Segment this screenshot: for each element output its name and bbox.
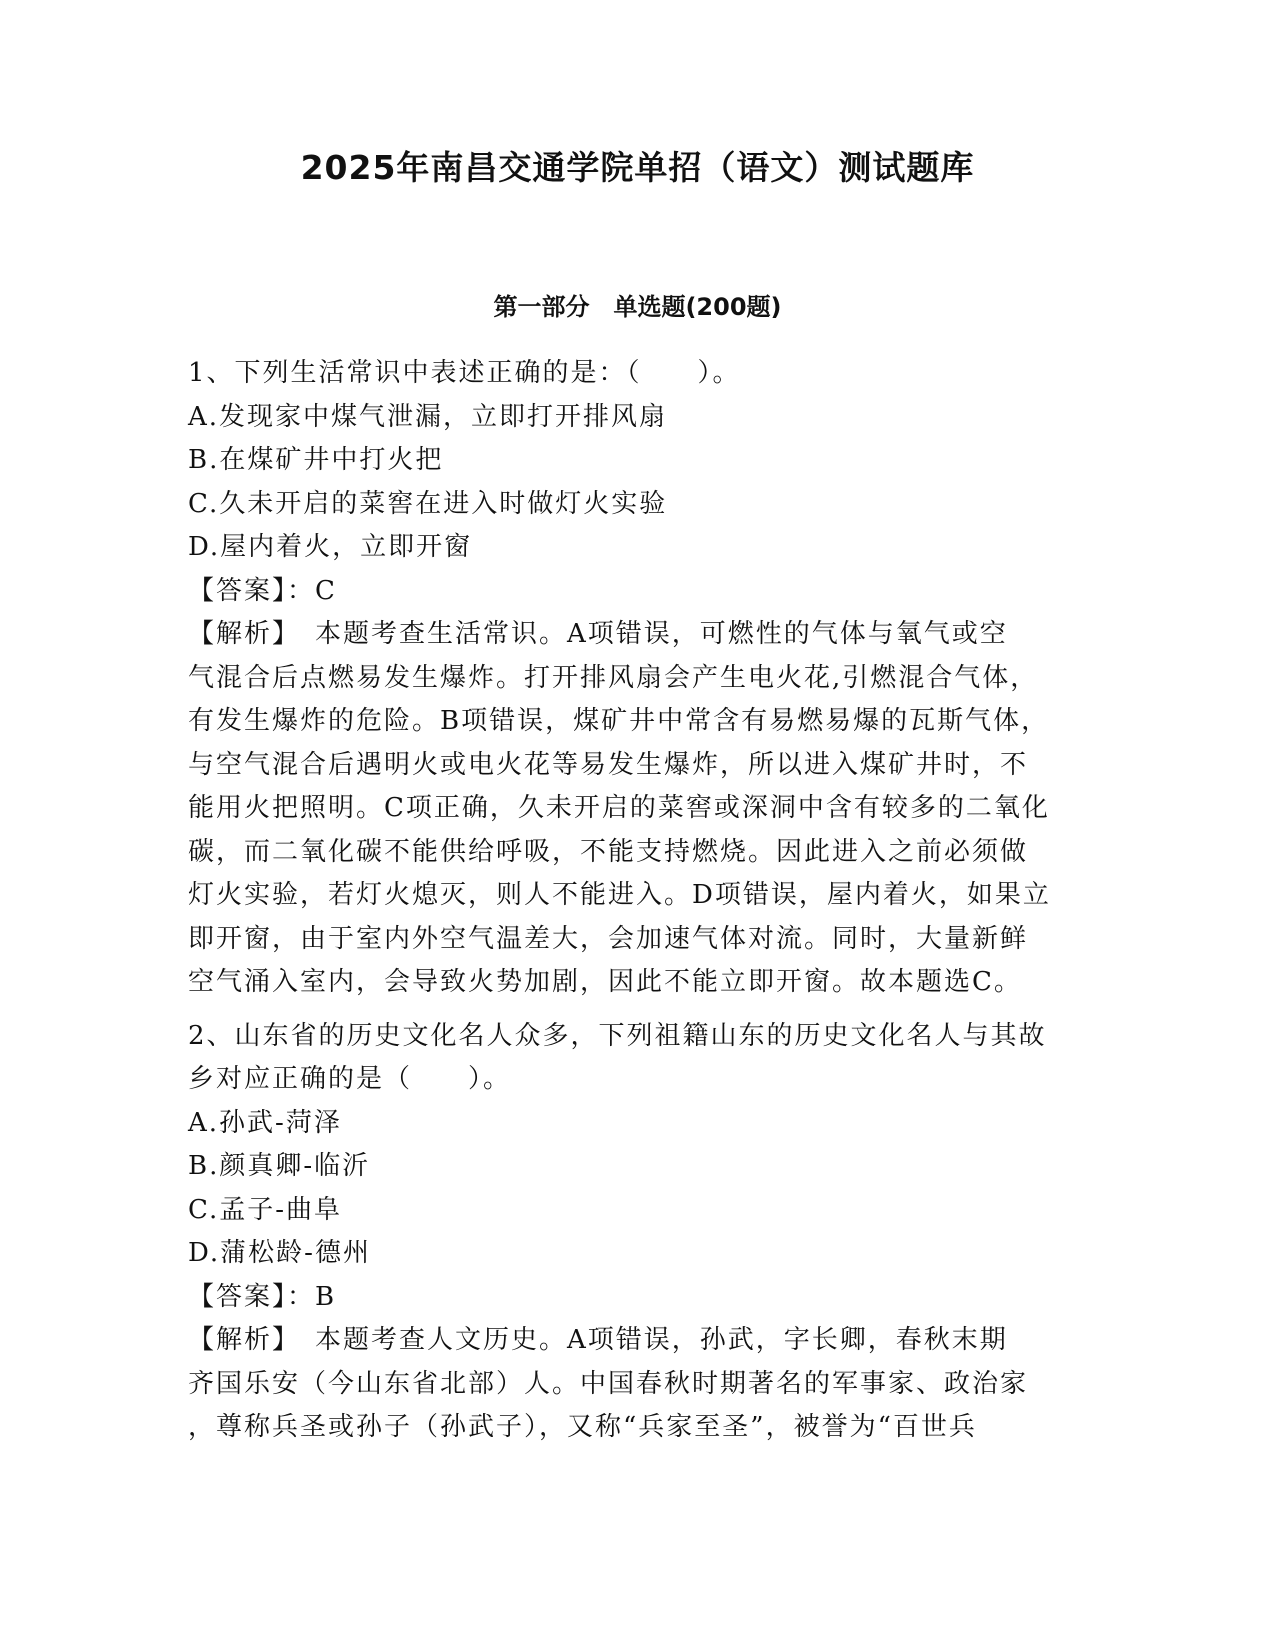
option-a: A.发现家中煤气泄漏，立即打开排风扇 <box>188 401 668 432</box>
analysis-line: ，尊称兵圣或孙子（孙武子），又称“兵家至圣”，被誉为“百世兵 <box>188 1412 977 1442</box>
answer-line: 【答案】：C <box>188 575 337 606</box>
question-1 <box>188 352 1088 1005</box>
answer-line: 【答案】：B <box>188 1281 337 1312</box>
question-stem: 1、下列生活常识中表述正确的是：（ ）。 <box>188 358 741 388</box>
analysis-line: 有发生爆炸的危险。B项错误，煤矿井中常含有易燃易爆的瓦斯气体， <box>188 706 1050 736</box>
option-d: D.蒲松龄-德州 <box>188 1238 371 1268</box>
analysis-line: 气混合后点燃易发生爆炸。打开排风扇会产生电火花,引燃混合气体， <box>188 662 1039 693</box>
question-stem: 乡对应正确的是（ ）。 <box>188 1064 512 1094</box>
analysis-line: 灯火实验，若灯火熄灭，则人不能进入。D项错误，屋内着火，如果立 <box>188 880 1051 910</box>
document-body <box>188 352 1088 1450</box>
option-d: D.屋内着火，立即开窗 <box>188 532 473 562</box>
option-a: A.孙武-菏泽 <box>188 1107 342 1138</box>
analysis-line: 与空气混合后遇明火或电火花等易发生爆炸，所以进入煤矿井时，不 <box>188 749 1029 780</box>
question-2 <box>188 1015 1088 1450</box>
analysis-line: 齐国乐安（今山东省北部）人。中国春秋时期著名的军事家、政治家 <box>188 1368 1029 1399</box>
question-stem: 2、山东省的历史文化名人众多，下列祖籍山东的历史文化名人与其故 <box>188 1020 1047 1051</box>
analysis-line: 空气涌入室内，会导致火势加剧，因此不能立即开窗。故本题选C。 <box>188 967 1022 997</box>
option-b: B.在煤矿井中打火把 <box>188 445 444 475</box>
option-c: C.久未开启的菜窖在进入时做灯火实验 <box>188 488 668 519</box>
analysis-line: 碳，而二氧化碳不能供给呼吸，不能支持燃烧。因此进入之前必须做 <box>188 836 1029 867</box>
section-title: 第一部分 单选题(200题) <box>493 293 782 321</box>
option-b: B.颜真卿-临沂 <box>188 1151 371 1181</box>
analysis-line: 【解析】 本题考查人文历史。A项错误，孙武，字长卿，春秋末期 <box>188 1325 1008 1355</box>
option-c: C.孟子-曲阜 <box>188 1194 343 1225</box>
analysis-line: 【解析】 本题考查生活常识。A项错误，可燃性的气体与氧气或空 <box>188 619 1008 649</box>
analysis-line: 能用火把照明。C项正确，久未开启的菜窖或深洞中含有较多的二氧化 <box>188 793 1050 823</box>
analysis-line: 即开窗，由于室内外空气温差大，会加速气体对流。同时，大量新鲜 <box>188 923 1029 954</box>
document-title: 2025年南昌交通学院单招（语文）测试题库 <box>300 148 975 187</box>
